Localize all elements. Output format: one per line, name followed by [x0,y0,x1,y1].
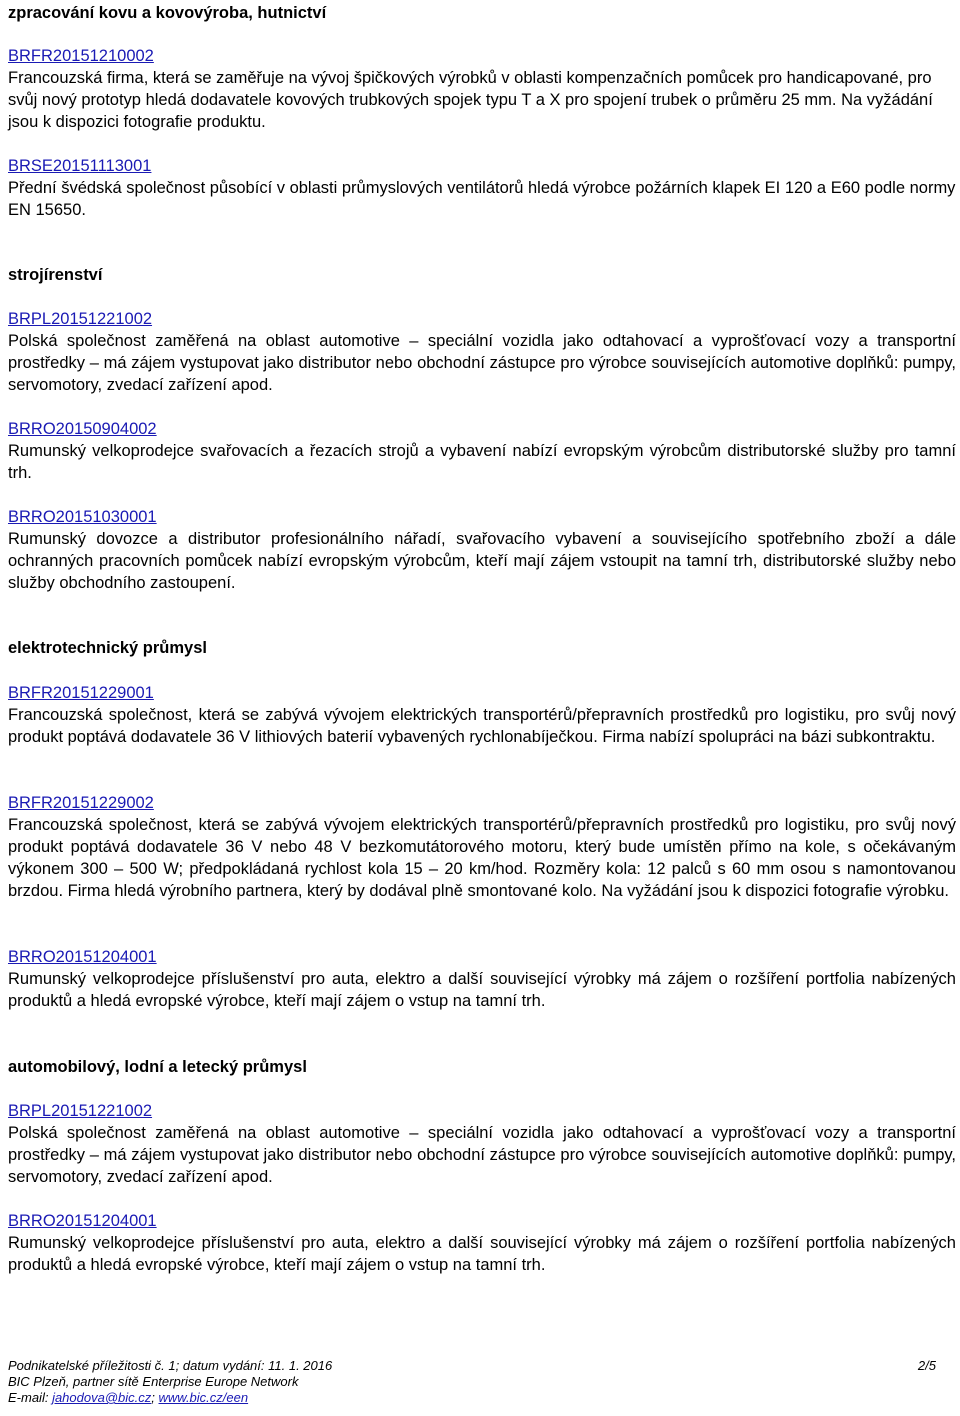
entry-description: Rumunský velkoprodejce svařovacích a řezacích strojů a vybavení nabízí evropským výrobcům distributorské služby pro tamní trh. [8,442,956,482]
entry-code-link[interactable]: BRPL20151221002 [8,310,153,328]
entry [8,506,956,594]
entry-code-link[interactable]: BRPL20151221002 [8,1102,153,1120]
email-link[interactable]: jahodova@bic.cz [52,1390,152,1405]
entry-description: Rumunský velkoprodejce příslušenství pro auta, elektro a další související výrobky má zájem o rozšíření portfolia nabízených produktů a hledá evropské výrobce, kteří mají zájem o vstup na tamní trh. [8,1234,956,1274]
entry [8,45,956,133]
entry-description: Přední švédská společnost působící v oblasti průmyslových ventilátorů hledá výrobce požárních klapek EI 120 a E60 podle normy EN 15650. [8,179,956,219]
entry-description: Rumunský velkoprodejce příslušenství pro auta, elektro a další související výrobky má zájem o rozšíření portfolia nabízených produktů a hledá evropské výrobce, kteří mají zájem o vstup na tamní trh. [8,970,956,1010]
entry [8,308,956,396]
section-title: automobilový, lodní a letecký průmysl [8,1058,307,1076]
section-title: strojírenství [8,266,103,284]
entry [8,418,956,484]
email-label: E-mail: [8,1390,53,1405]
section-electrical [8,637,956,659]
entry-code-link[interactable]: BRRO20150904002 [8,420,157,438]
entry-description: Francouzská společnost, která se zabývá vývojem elektrických transportérů/přepravních prostředků pro logistiku, pro svůj nový produkt poptává dodavatele 36 V nebo 48 V bezkomutátorového motoru, který bude umístěn přímo na kole, s očekávaným výkonem 300 – 500 W; předpokládaná rychlost kola 15 – 20 km/hod. Rozměry kola: 12 palců s 60 mm osou s namontovanou brzdou. Firma hledá výrobního partnera, který by dodával plně smontované kolo. Na vyžádání jsou k dispozici fotografie výrobku. [8,816,956,900]
page-number: 2/5 [917,1358,936,1373]
section-title: zpracování kovu a kovovýroba, hutnictví [8,4,327,22]
footer-contacts [8,1390,936,1406]
entry-description: Rumunský dovozce a distributor profesionálního nářadí, svařovacího vybavení a souvisejícího spotřebního zboží a dále ochranných pracovních pomůcek nabízí evropským výrobcům, kteří mají zájem vstoupit na tamní trh, distributorské služby nebo služby obchodního zastoupení. [8,530,956,592]
entry-code-link[interactable]: BRFR20151210002 [8,47,154,65]
section-automotive [8,1056,956,1078]
footer-issue-info: Podnikatelské příležitosti č. 1; datum vydání: 11. 1. 2016 [8,1358,333,1373]
entry-code-link[interactable]: BRFR20151229002 [8,794,154,812]
entry-code-link[interactable]: BRRO20151204001 [8,1212,157,1230]
entry-description: Francouzská firma, která se zaměřuje na vývoj špičkových výrobků v oblasti kompenzačních pomůcek pro handicapované, pro svůj nový prototyp hledá dodavatele kovových trubkových spojek typu T a X pro spojení trubek o průměru 25 mm. Na vyžádání jsou k dispozici fotografie produktu. [8,69,933,131]
contact-separator: ; [151,1390,159,1405]
entry [8,792,956,902]
entry-description: Francouzská společnost, která se zabývá vývojem elektrických transportérů/přepravních prostředků pro logistiku, pro svůj nový produkt poptává dodavatele 36 V lithiových baterií vybavených rychlonabíječkou. Firma nabízí spolupráci na bázi subkontraktu. [8,706,956,746]
entry-code-link[interactable]: BRSE20151113001 [8,157,152,175]
page-footer [8,1358,936,1406]
entry-code-link[interactable]: BRRO20151204001 [8,948,157,966]
website-link[interactable]: www.bic.cz/een [158,1390,249,1405]
entry [8,946,956,1012]
entry-code-link[interactable]: BRFR20151229001 [8,684,154,702]
entry-code-link[interactable]: BRRO20151030001 [8,508,157,526]
entry [8,1100,956,1188]
section-metal-processing [8,2,956,24]
section-title: elektrotechnický průmysl [8,639,207,657]
entry [8,1210,956,1276]
entry-description: Polská společnost zaměřená na oblast automotive – speciální vozidla jako odtahovací a vyprošťovací vozy a transportní prostředky – má zájem vystupovat jako distributor nebo obchodní zástupce pro výrobce souvisejících automotive doplňků: pumpy, servomotory, zvedací zařízení apod. [8,332,956,394]
section-engineering [8,264,956,286]
entry-description: Polská společnost zaměřená na oblast automotive – speciální vozidla jako odtahovací a vyprošťovací vozy a transportní prostředky – má zájem vystupovat jako distributor nebo obchodní zástupce pro výrobce souvisejících automotive doplňků: pumpy, servomotory, zvedací zařízení apod. [8,1124,956,1186]
entry [8,682,956,748]
entry [8,155,956,221]
footer-organization: BIC Plzeň, partner sítě Enterprise Europe Network [8,1374,299,1389]
